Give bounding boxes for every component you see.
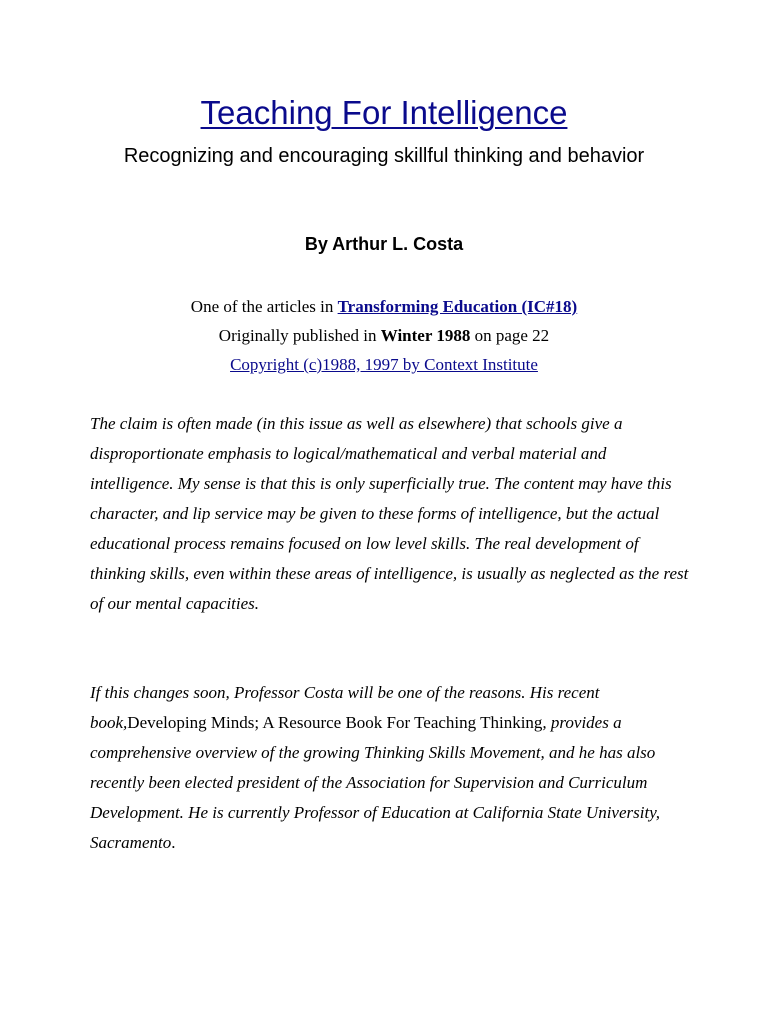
article-title-link[interactable]: Teaching For Intelligence [200,94,568,131]
body-paragraph-1: The claim is often made (in this issue as well as elsewhere) that schools give a disproportionate emphasis to logical/mathematical and verbal material and intelligence. My sense is that this is only superficially true. The content may have this character, and lip service may be given to these forms of intelligence, but the actual educational process remains focused on low level skills. The real development of thinking skills, even within these areas of intelligence, is usually as neglected as the rest of our mental capacities. [90,414,689,613]
articles-prefix: One of the articles in [190,297,338,316]
copyright-line [0,350,768,379]
published-suffix: on page 22 [470,326,550,345]
copyright-link[interactable]: Copyright (c)1988, 1997 by Context Institute [230,355,538,374]
para2-rest: , provides a comprehensive overview of the growing Thinking Skills Movement, and he has also recently been elected president of the Association for Supervision and Curriculum Development. He is currently Professor of Education at California State University, Sacramento [90,713,661,852]
para2-period: . [171,833,176,852]
published-line [0,321,768,350]
body-paragraph-2 [90,678,690,858]
article-byline: By Arthur L. Costa [304,234,464,254]
articles-line [0,292,768,321]
collection-link[interactable]: Transforming Education (IC#18) [337,297,578,316]
book-title: Developing Minds; A Resource Book For Teaching Thinking [127,713,543,732]
published-issue: Winter 1988 [380,326,471,345]
published-prefix: Originally published in [218,326,381,345]
publication-info [0,292,768,379]
article-title [0,92,768,134]
article-subtitle: Recognizing and encouraging skillful thinking and behavior [123,145,645,167]
para2-intro: If this changes soon, Professor Costa will be one of the reasons. His recent book, [90,683,600,732]
